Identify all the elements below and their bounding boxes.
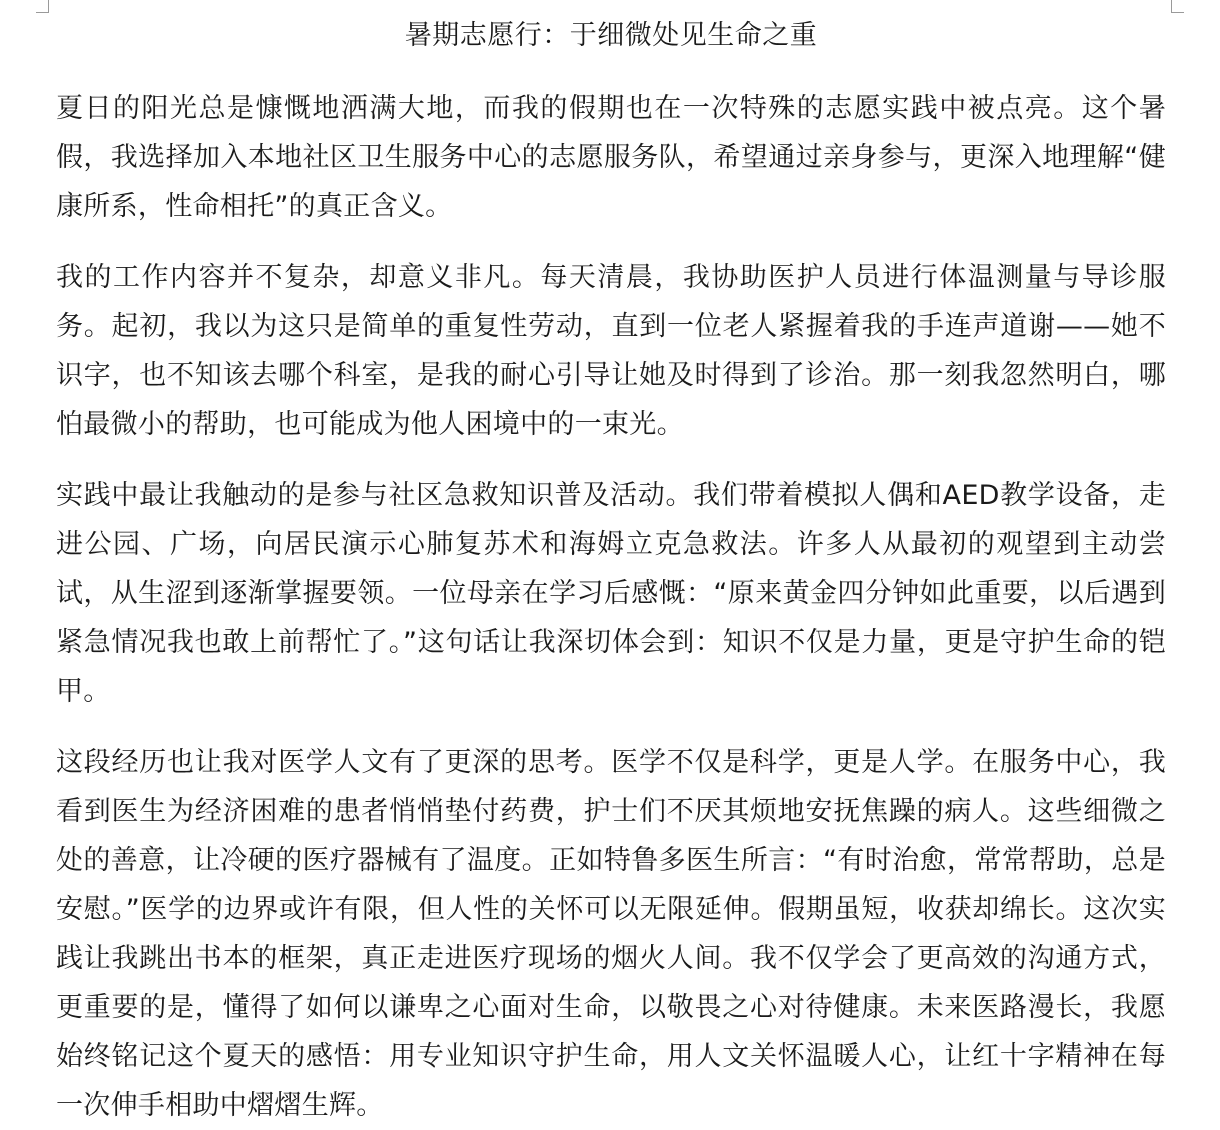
document-title: 暑期志愿行：于细微处见生命之重 xyxy=(404,20,818,51)
paragraph-3: 实践中最让我触动的是参与社区急救知识普及活动。我们带着模拟人偶和AED教学设备，走进公园、广场，向居民演示心肺复苏术和海姆立克急救法。许多人从最初的观望到主动尝试，从生涩到逐渐掌握要领。一位母亲在学习后感慨：“原来黄金四分钟如此重要，以后遇到紧急情况我也敢上前帮忙了。”这句话让我深切体会到：知识不仅是力量，更是守护生命的铠甲。 xyxy=(56,480,1166,707)
document-body xyxy=(56,84,1166,1130)
crop-mark-right xyxy=(1171,0,1184,13)
paragraph-2: 我的工作内容并不复杂，却意义非凡。每天清晨，我协助医护人员进行体温测量与导诊服务。起初，我以为这只是简单的重复性劳动，直到一位老人紧握着我的手连声道谢——她不识字，也不知该去哪个科室，是我的耐心引导让她及时得到了诊治。那一刻我忽然明白，哪怕最微小的帮助，也可能成为他人困境中的一束光。 xyxy=(56,262,1166,440)
paragraph-1: 夏日的阳光总是慷慨地洒满大地，而我的假期也在一次特殊的志愿实践中被点亮。这个暑假，我选择加入本地社区卫生服务中心的志愿服务队，希望通过亲身参与，更深入地理解“健康所系，性命相托”的真正含义。 xyxy=(56,93,1166,222)
crop-mark-left xyxy=(36,0,49,13)
paragraph-4: 这段经历也让我对医学人文有了更深的思考。医学不仅是科学，更是人学。在服务中心，我看到医生为经济困难的患者悄悄垫付药费，护士们不厌其烦地安抚焦躁的病人。这些细微之处的善意，让冷硬的医疗器械有了温度。正如特鲁多医生所言：“有时治愈，常常帮助，总是安慰。”医学的边界或许有限，但人性的关怀可以无限延伸。假期虽短，收获却绵长。这次实践让我跳出书本的框架，真正走进医疗现场的烟火人间。我不仅学会了更高效的沟通方式，更重要的是，懂得了如何以谦卑之心面对生命，以敬畏之心对待健康。未来医路漫长，我愿始终铭记这个夏天的感悟：用专业知识守护生命，用人文关怀温暖人心，让红十字精神在每一次伸手相助中熠熠生辉。 xyxy=(56,747,1166,1121)
